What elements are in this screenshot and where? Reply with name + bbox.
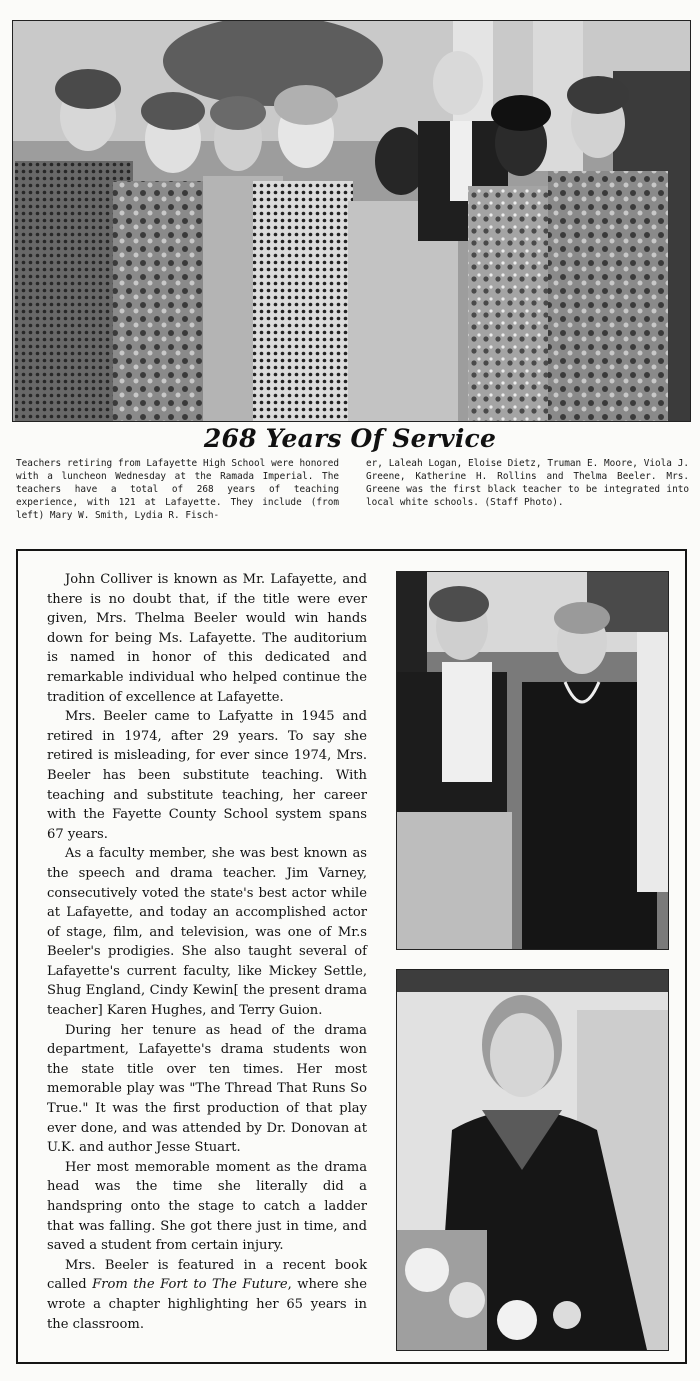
beeler-photo-with-colleague bbox=[396, 571, 669, 950]
photo-caption-right: er, Laleah Logan, Eloise Dietz, Truman E. Moore, Viola J. Greene, Katherine H. Rollins and Thelma Beeler. Mrs. Greene was the first black teacher to be integrated into local white schools. (Staff Photo). bbox=[366, 458, 689, 508]
article-paragraph: As a faculty member, she was best known as the speech and drama teacher. Jim Varney, consecutively voted the state's best actor while at Lafayette, and today an accomplished actor of stage, film, and television, was one of Mr.s Beeler's prodigies. She also taught several of Lafayette's current faculty, like Mickey Settle, Shug England, Cindy Kewin[ the present drama teacher] Karen Hughes, and Terry Guion. bbox=[47, 846, 367, 1019]
last-paragraph-end: , where she wrote a chapter highlighting her 65 years in the classroom. bbox=[47, 1277, 368, 1332]
article-paragraph: Mrs. Beeler came to Lafyatte in 1945 and retired in 1974, after 29 years. To say she retired is misleading, for ever since 1974, Mrs. Beeler has been substitute teaching. With teaching and substitute teaching, her career with the Fayette County School system spans 67 years. bbox=[47, 709, 367, 842]
last-paragraph-start: Mrs. Beeler is featured in a recent book called bbox=[47, 1257, 367, 1293]
headline: 268 Years Of Service bbox=[203, 424, 497, 453]
beeler-photo-with-colleague-image bbox=[397, 572, 668, 949]
group-photo bbox=[12, 20, 691, 422]
article-paragraph: During her tenure as head of the drama department, Lafayette's drama students won the state title over ten times. Her most memorable play was "The Thread That Runs So True." It was the first production of that play ever done, and was attended by Dr. Donovan at U.K. and author Jesse Stuart. bbox=[47, 1022, 367, 1156]
article-body bbox=[47, 570, 367, 1334]
beeler-portrait-photo bbox=[396, 969, 669, 1351]
photo-caption-left: Teachers retiring from Lafayette High School were honored with a luncheon Wednesday at the Ramada Imperial. The teachers have a total of 268 years of teaching experience, with 121 at Lafayette. They include (from left) Mary W. Smith, Lydia R. Fisch- bbox=[16, 458, 339, 521]
beeler-portrait-image bbox=[397, 970, 668, 1350]
article-paragraph-last bbox=[47, 1256, 367, 1334]
book-title: From the Fort to The Future bbox=[92, 1277, 288, 1293]
group-photo-image bbox=[13, 21, 690, 421]
article-paragraph: John Colliver is known as Mr. Lafayette, and there is no doubt that, if the title were ever given, Mrs. Thelma Beeler would win hands down for being Ms. Lafayette. The auditorium is named in honor of this dedicated and remarkable individual who helped continue the tradition of excellence at Lafayette. bbox=[47, 572, 367, 705]
article-paragraph: Her most memorable moment as the drama head was the time she literally did a handspring onto the stage to catch a ladder that was falling. She got there just in time, and saved a student from certain injury. bbox=[47, 1159, 367, 1254]
